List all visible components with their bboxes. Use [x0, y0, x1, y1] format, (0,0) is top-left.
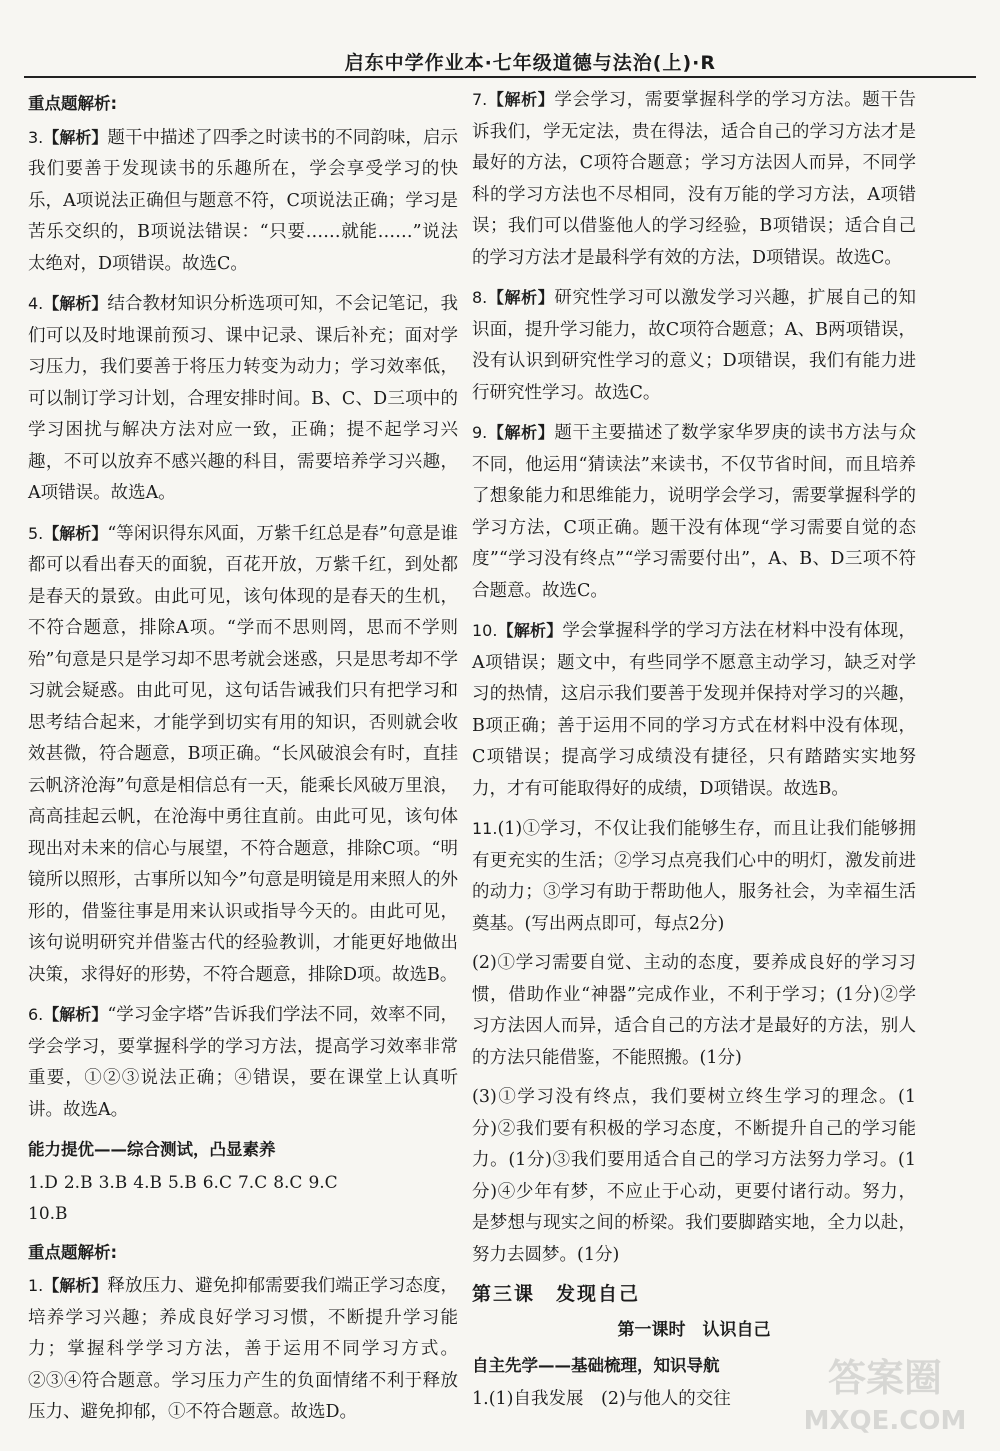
item-text: 题干主要描述了数学家华罗庚的读书方法与众不同，他运用“猜读法”来读书，不仅节省时间，而且培养了想象能力和思维能力，说明学会学习，需要掌握科学的学习方法，C项正确。题干没有体现“学习需要自觉的态度”“学习没有终点”“学习需要付出”，A、B、D三项不符合题意。故选C。 [472, 423, 916, 601]
answer-key-item: 5.B [168, 1172, 197, 1193]
answer-key-item: 6.C [202, 1172, 232, 1193]
analysis-tag: 【解析】 [487, 90, 555, 109]
answer-item [28, 1270, 458, 1429]
answer-key-item: 1.D [28, 1172, 58, 1193]
item-number: 7. [472, 90, 488, 109]
item-number: 6. [28, 1005, 44, 1024]
answer-list [28, 1270, 458, 1429]
answer-key-item: 10.B [28, 1204, 68, 1224]
item-number: 1. [28, 1276, 44, 1295]
item-number: 11. [472, 819, 498, 838]
item-text: 释放压力、避免抑郁需要我们端正学习态度，培养学习兴趣；养成良好学习习惯，不断提升学习能力；掌握科学学习方法，善于运用不同学习方式。②③④符合题意。学习压力产生的负面情绪不利于释放压力、避免抑郁，①不符合题意。故选D。 [28, 1276, 458, 1422]
answer-key-item: 3.B [98, 1172, 128, 1193]
answer-key-item: 4.B [133, 1172, 163, 1193]
analysis-tag: 【解析】 [487, 288, 555, 307]
answer-item [472, 84, 916, 274]
watermark-url: MXQE.COM [803, 1406, 967, 1436]
item-text: 题干中描述了四季之时读书的不同韵味，启示我们要善于发现读书的乐趣所在，学会享受学习的快乐，A项说法正确但与题意不符，C项说法正确；学习是苦乐交织的，B项说法错误：“只要……就能……”说法太绝对，D项错误。故选C。 [28, 127, 458, 274]
answer-item [28, 122, 458, 281]
answer-item [28, 518, 458, 992]
item-number: 5. [28, 523, 44, 543]
answer-list [472, 84, 916, 1271]
answer-list [28, 122, 458, 1127]
watermark-text: 答案圈 [827, 1356, 943, 1400]
item-text: 学会学习，需要掌握科学的学习方法。题干告诉我们，学无定法，贵在得法，适合自己的学习方法才是最好的方法，C项符合题意；学习方法因人而异，不同学科的学习方法也不尽相同，没有万能的学习方法，A项错误；我们可以借鉴他人的学习经验，B项错误；适合自己的学习方法才是最科学有效的方法，D项错误。故选C。 [472, 90, 916, 268]
section-heading: 重点题解析: [28, 1242, 118, 1262]
page-header [24, 0, 976, 78]
answer-item [472, 813, 916, 940]
lesson-subtitle: 第一课时 认识自己 [617, 1319, 771, 1340]
section-heading: 自主先学——基础梳理，知识导航 [472, 1356, 720, 1375]
answer-item [28, 288, 458, 510]
answer-item [472, 417, 916, 607]
item-number: 9. [472, 423, 488, 442]
item-text: (3)①学习没有终点，我们要树立终生学习的理念。(1分)②我们要有积极的学习态度，不断提升自己的学习能力。(1分)③我们要用适合自己的学习方法努力学习。(1分)④少年有梦，不应止于心动，更要付诸行动。努力，是梦想与现实之间的桥梁。我们要脚踏实地，全力以赴，努力去圆梦。(1分) [472, 1087, 916, 1265]
item-text: (1)①学习，不仅让我们能够生存，而且让我们能够拥有更充实的生活；②学习点亮我们心中的明灯，激发前进的动力；③学习有助于帮助他人，服务社会，为幸福生活奠基。(写出两点即可，每点2分) [472, 819, 916, 934]
analysis-tag: 【解析】 [43, 294, 108, 313]
watermark-logo [790, 1349, 980, 1437]
item-text: 研究性学习可以激发学习兴趣，扩展自己的知识面，提升学习能力，故C项符合题意；A、B两项错误，没有认识到研究性学习的意义；D项错误，我们有能力进行研究性学习。故选C。 [472, 288, 916, 403]
answer-item [28, 999, 458, 1126]
item-text: “学习金字塔”告诉我们学法不同，效率不同，学会学习，要掌握科学的学习方法，提高学习效率非常重要，①②③说法正确；④错误，要在课堂上认真听讲。故选A。 [28, 1005, 458, 1120]
item-number: 3. [28, 127, 44, 147]
item-text: (2)①学习需要自觉、主动的态度，要养成良好的学习习惯，借助作业“神器”完成作业，不利于学习；(1分)②学习方法因人而异，适合自己的方法才是最好的方法，别人的方法只能借鉴，不能照搬。(1分) [472, 953, 916, 1068]
item-text: 结合教材知识分析选项可知，不会记笔记，我们可以及时地课前预习、课中记录、课后补充；面对学习压力，我们要善于将压力转变为动力；学习效率低，可以制订学习计划，合理安排时间。B、C、D三项中的学习困扰与解决方法对应一致，正确；提不起学习兴趣，不可以放弃不感兴趣的科目，需要培养学习兴趣，A项错误。故选A。 [28, 294, 458, 503]
right-column [472, 84, 916, 1415]
analysis-tag: 【解析】 [43, 1005, 108, 1024]
answer-key-item: 8.C [273, 1172, 303, 1193]
left-column [28, 84, 458, 1437]
analysis-tag: 【解析】 [43, 523, 108, 543]
answer-item [472, 282, 916, 409]
lesson-title: 第三课 发现自己 [472, 1283, 641, 1305]
answer-key [28, 1168, 458, 1231]
item-text: “等闲识得东风面，万紫千红总是春”句意是谁都可以看出春天的面貌，百花开放，万紫千红，到处都是春天的景致。由此可见，该句体现的是春天的生机，不符合题意，排除A项。“学而不思则罔，思而不学则殆”句意是只是学习却不思考就会迷惑，只是思考却不学习就会疑惑。由此可见，这句话告诫我们只有把学习和思考结合起来，才能学到切实有用的知识，否则就会收效甚微，符合题意，B项正确。“长风破浪会有时，直挂云帆济沧海”句意是相信总有一天，能乘长风破万里浪，高高挂起云帆，在沧海中勇往直前。由此可见，该句体现出对未来的信心与展望，不符合题意，排除C项。“明镜所以照形，古事所以知今”句意是明镜是用来照人的外形的，借鉴往事是用来认识或指导今天的。由此可见，该句说明研究并借鉴古代的经验教训，才能更好地做出决策，求得好的形势，不符合题意，排除D项。故选B。 [28, 523, 458, 985]
answer-line: 1.(1)自我发展 (2)与他人的交往 [472, 1388, 731, 1409]
analysis-tag: 【解析】 [487, 423, 555, 442]
answer-key-item: 7.C [237, 1172, 268, 1193]
item-number: 10. [472, 621, 498, 640]
analysis-tag: 【解析】 [43, 1276, 108, 1295]
answer-item [472, 948, 916, 1074]
item-number: 8. [472, 288, 488, 307]
answer-key-item: 2.B [63, 1172, 93, 1193]
answer-item [472, 615, 916, 805]
page-title: 启东中学作业本·七年级道德与法治(上)·R [344, 52, 716, 74]
item-number: 4. [28, 294, 44, 313]
section-heading: 能力提优——综合测试，凸显素养 [28, 1140, 276, 1159]
answer-item [472, 1082, 916, 1271]
item-text: 学会掌握科学的学习方法在材料中没有体现，A项错误；题文中，有些同学不愿意主动学习，缺乏对学习的热情，这启示我们要善于发现并保持对学习的兴趣，B项正确；善于运用不同的学习方式在材料中没有体现，C项错误；提高学习成绩没有捷径，只有踏踏实实地努力，才有可能取得好的成绩，D项错误。故选B。 [472, 621, 916, 799]
section-heading: 重点题解析: [28, 94, 118, 113]
analysis-tag: 【解析】 [497, 621, 563, 640]
analysis-tag: 【解析】 [43, 127, 108, 147]
answer-key-item: 9.C [308, 1172, 338, 1193]
